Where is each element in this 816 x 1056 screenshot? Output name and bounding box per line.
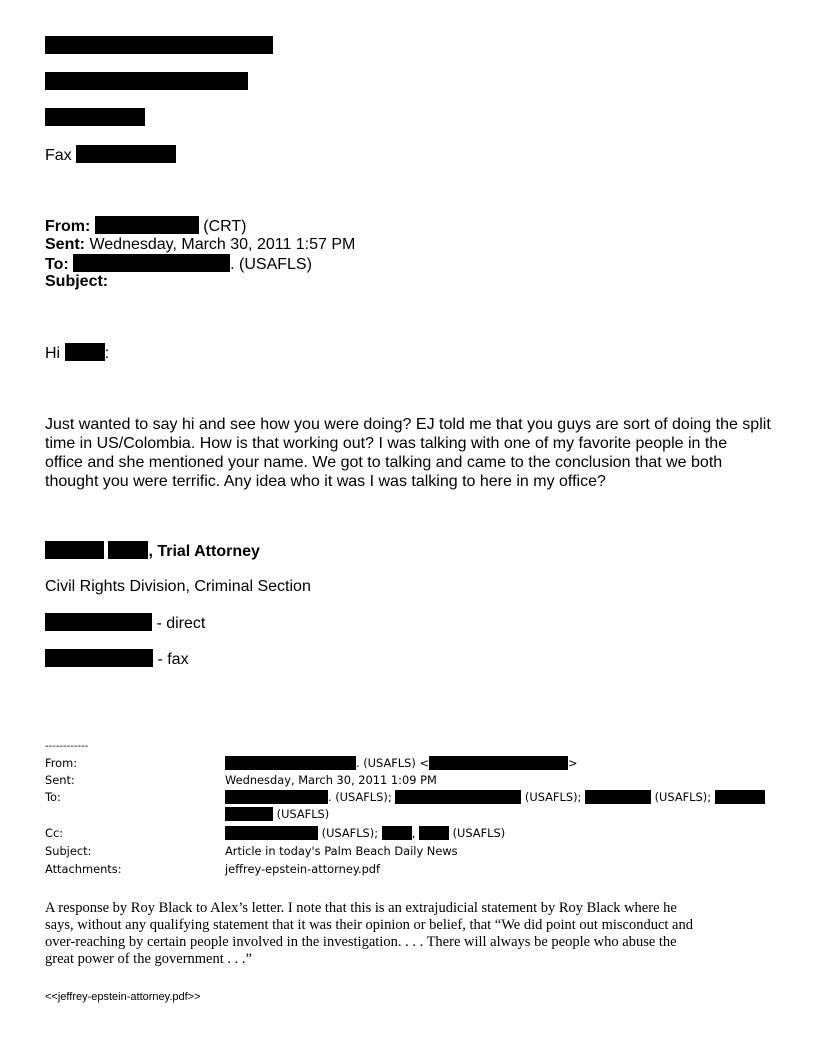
email1-subject-line xyxy=(45,272,108,291)
cc-part3: (USAFLS) xyxy=(452,826,506,840)
sent-value: Wednesday, March 30, 2011 1:57 PM xyxy=(89,236,356,253)
redacted-block xyxy=(429,756,568,770)
redacted-block xyxy=(45,36,273,54)
from-value-a: . (USAFLS) < xyxy=(356,756,429,770)
body-line: A response by Roy Black to Alex’s letter. I note that this is an extrajudicial statement by Roy Black where he xyxy=(45,900,677,916)
from-label: From: xyxy=(45,218,91,235)
redacted-block xyxy=(225,790,328,804)
to-part4: (USAFLS) xyxy=(276,807,330,821)
from-suffix: (CRT) xyxy=(203,218,247,235)
cc-part1: (USAFLS); xyxy=(321,826,379,840)
cc-part2: , xyxy=(411,826,416,840)
redacted-block xyxy=(95,216,199,234)
sent-value: Wednesday, March 30, 2011 1:09 PM xyxy=(225,773,437,787)
email2-to-value-line1 xyxy=(225,790,765,804)
greeting xyxy=(45,343,109,363)
redacted-block xyxy=(45,541,104,559)
subject-value: Article in today's Palm Beach Daily News xyxy=(225,844,458,858)
email2-from-value xyxy=(225,756,578,770)
to-part1: . (USAFLS); xyxy=(328,790,392,804)
attachment-reference[interactable]: <<jeffrey-epstein-attorney.pdf>> xyxy=(45,991,201,1003)
signature-title: , Trial Attorney xyxy=(148,543,260,560)
fax-label: Fax xyxy=(45,147,72,164)
attachments-label: Attachments: xyxy=(45,862,122,876)
redacted-block xyxy=(419,826,449,840)
from-value-b: > xyxy=(568,756,578,770)
redacted-block xyxy=(65,343,105,361)
signature-fax-line xyxy=(45,649,189,669)
email2-cc-value xyxy=(225,826,505,840)
email1-to-line xyxy=(45,254,312,274)
body-line: says, without any qualifying statement that it was their opinion or belief, that “We did point out misconduct and xyxy=(45,917,693,933)
body-line: Just wanted to say hi and see how you were doing? EJ told me that you guys are sort of doing the split xyxy=(45,416,771,433)
signature-name-line xyxy=(45,541,260,561)
subject-label: Subject: xyxy=(45,844,92,858)
greeting-suffix: : xyxy=(104,345,110,362)
email2-to-value-line2 xyxy=(225,807,329,821)
body-line: time in US/Colombia. How is that working out? I was talking with one of my favorite people in the xyxy=(45,435,728,452)
redacted-block xyxy=(715,790,765,804)
email1-sent-line xyxy=(45,235,355,254)
redacted-block xyxy=(225,756,356,770)
signature-direct-line xyxy=(45,613,205,633)
redacted-block xyxy=(45,72,248,90)
to-part3: (USAFLS); xyxy=(654,790,712,804)
greeting-prefix: Hi xyxy=(45,345,61,362)
redacted-block xyxy=(45,108,145,126)
cc-label: Cc: xyxy=(45,826,64,840)
redacted-block xyxy=(45,649,153,667)
redacted-block xyxy=(395,790,521,804)
redacted-block xyxy=(585,790,651,804)
redacted-block xyxy=(225,826,318,840)
from-label: From: xyxy=(45,756,78,770)
redacted-block xyxy=(76,145,176,163)
fax-line xyxy=(45,145,176,165)
body-line: thought you were terrific. Any idea who it was I was talking to here in my office? xyxy=(45,473,606,490)
direct-suffix: - direct xyxy=(156,615,206,632)
redacted-block xyxy=(45,613,152,631)
fax-suffix: - fax xyxy=(157,651,189,668)
to-part2: (USAFLS); xyxy=(524,790,582,804)
subject-label: Subject: xyxy=(45,273,109,290)
sent-label: Sent: xyxy=(45,773,75,787)
redacted-block xyxy=(225,807,273,821)
redacted-block xyxy=(382,826,412,840)
email1-from-line xyxy=(45,216,246,236)
body-line: great power of the government . . .” xyxy=(45,951,252,967)
to-label: To: xyxy=(45,790,61,804)
sent-label: Sent: xyxy=(45,236,85,253)
separator: ------------ xyxy=(45,741,89,752)
redacted-block xyxy=(73,254,230,272)
body-line: over-reaching by certain people involved in the investigation. . . . There will always be people who abuse the xyxy=(45,934,677,950)
to-suffix: . (USAFLS) xyxy=(230,256,312,273)
attachment-link[interactable]: jeffrey-epstein-attorney.pdf xyxy=(225,862,381,876)
signature-division: Civil Rights Division, Criminal Section xyxy=(45,578,311,595)
email2-body xyxy=(45,900,785,968)
body-line: office and she mentioned your name. We got to talking and came to the conclusion that we both xyxy=(45,454,723,471)
email1-body xyxy=(45,415,785,491)
redacted-block xyxy=(108,541,148,559)
to-label: To: xyxy=(45,256,69,273)
